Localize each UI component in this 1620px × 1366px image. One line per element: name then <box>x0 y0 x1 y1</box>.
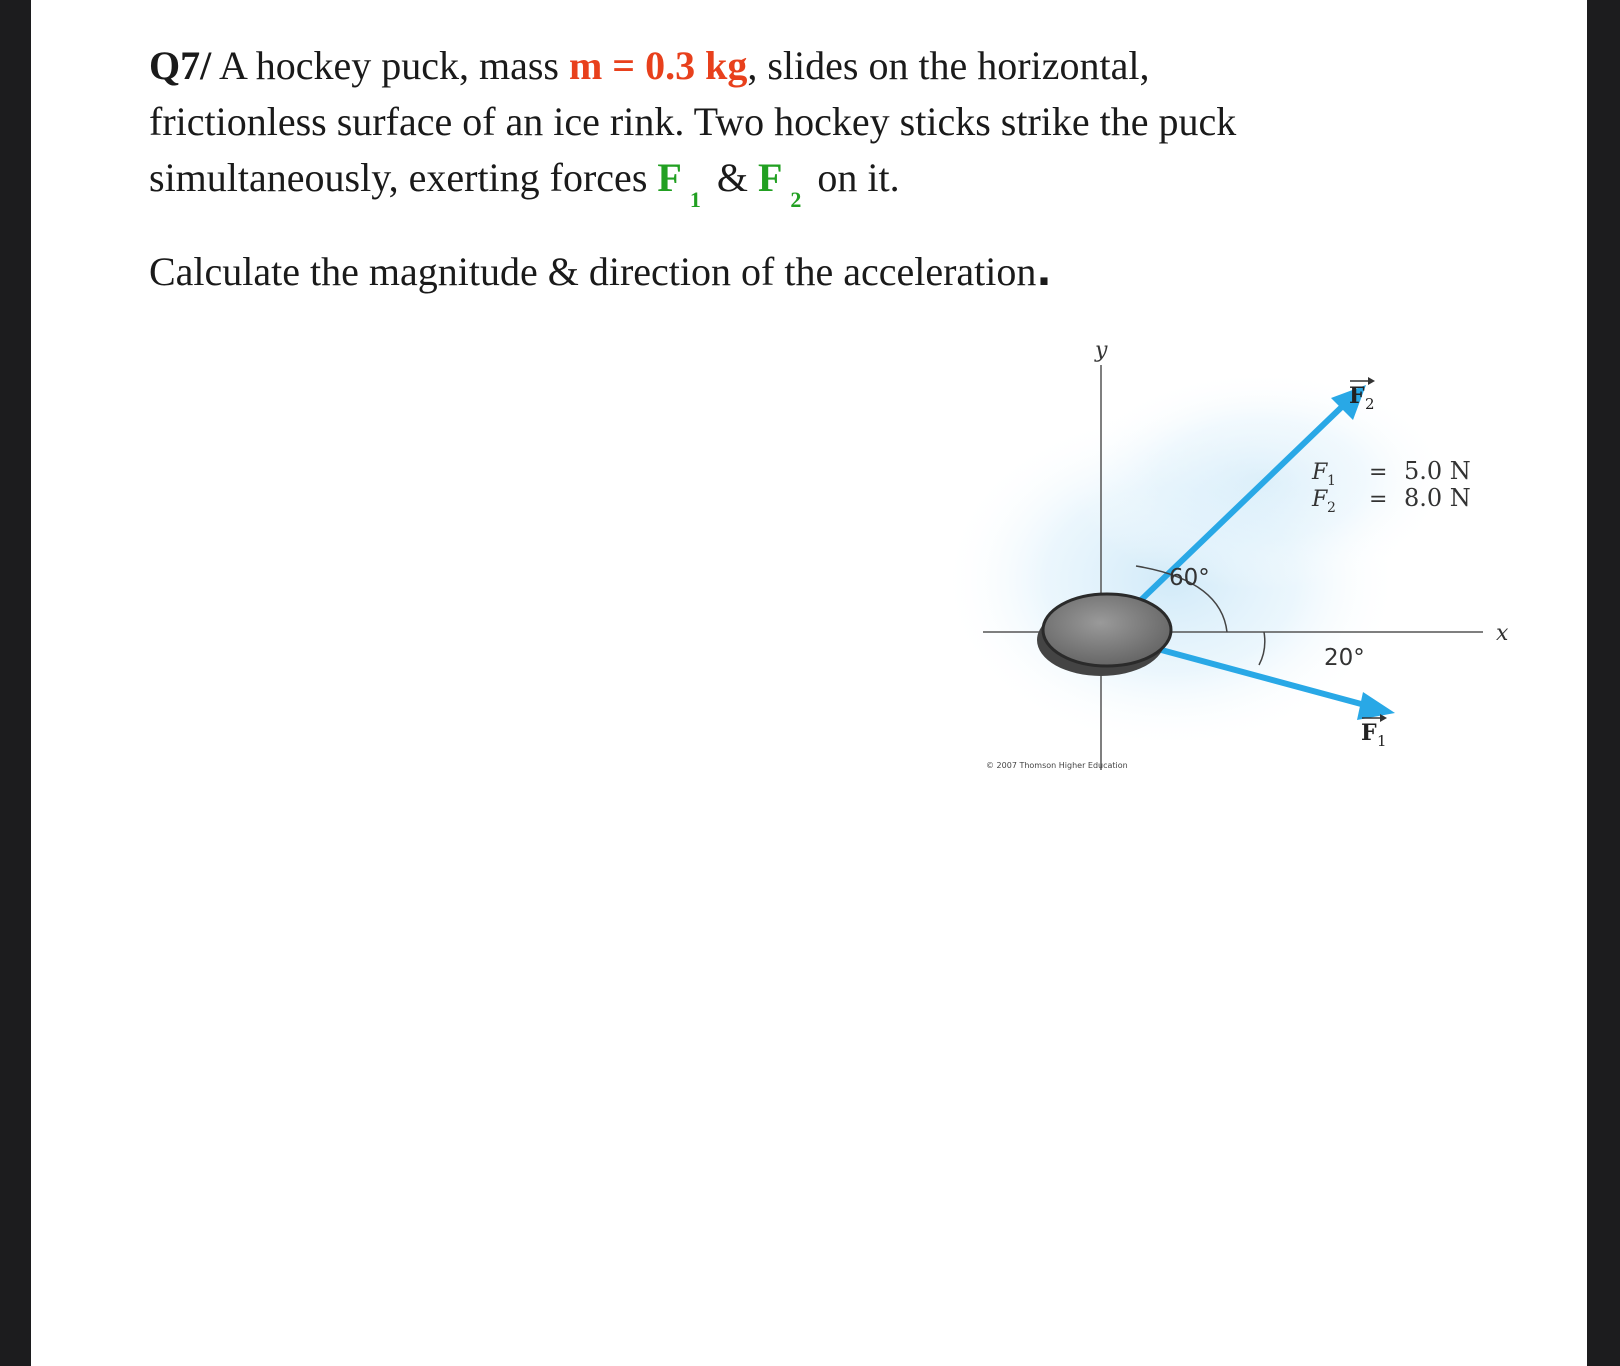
question-line-3: simultaneously, exerting forces F $_1$ & F $_2$ on it. <box>149 155 900 212</box>
eq-f1-equals: = <box>1369 460 1388 485</box>
f2-vector-subscript: 2 <box>1365 395 1375 413</box>
eq-f1-symbol: F <box>1312 460 1328 485</box>
copyright-note: © 2007 Thomson Higher Education <box>986 761 1128 770</box>
f1-arrow-head <box>1357 692 1395 720</box>
angle-label-20: 20° <box>1324 645 1365 671</box>
f1-vector-label <box>1361 714 1387 750</box>
document-page <box>31 0 1587 1366</box>
eq-f2-equals: = <box>1369 487 1388 512</box>
eq-f2-subscript: 2 <box>1327 500 1336 516</box>
force-2-symbol: F <box>757 155 783 200</box>
f2-vector-label <box>1349 377 1375 413</box>
eq-f1-subscript: 1 <box>1327 473 1336 489</box>
x-axis-label: x <box>1496 621 1509 646</box>
eq-f2-symbol: F <box>1312 487 1328 512</box>
force-diagram <box>31 0 1587 1366</box>
ice-glow-upper <box>1071 370 1451 590</box>
question-label: Q7/ <box>149 43 212 88</box>
task-text: Calculate the magnitude & direction of the acceleration. <box>149 249 1052 295</box>
force-1-subscript: 1 <box>689 187 701 212</box>
eq-f2-value: 8.0 N <box>1404 484 1471 512</box>
f2-vector-letter: F <box>1349 383 1365 409</box>
f1-vector-letter: F <box>1361 720 1377 746</box>
eq-f1-value: 5.0 N <box>1404 457 1471 485</box>
question-line-2: frictionless surface of an ice rink. Two hockey sticks strike the puck <box>149 99 1237 144</box>
f1-vector-subscript: 1 <box>1377 732 1387 750</box>
force-1-symbol: F <box>657 155 682 200</box>
puck <box>1043 594 1171 666</box>
angle-label-60: 60° <box>1169 565 1210 591</box>
f1-vector-overarrow-head <box>1380 714 1387 722</box>
question-line-1: Q7/ A hockey puck, mass m = 0.3 kg, slides on the horizontal, <box>149 43 1150 88</box>
y-axis-label: y <box>1095 338 1108 363</box>
f2-vector-overarrow-head <box>1368 377 1375 385</box>
mass-value: m = 0.3 kg <box>568 43 748 88</box>
force-2-subscript: 2 <box>790 187 802 212</box>
